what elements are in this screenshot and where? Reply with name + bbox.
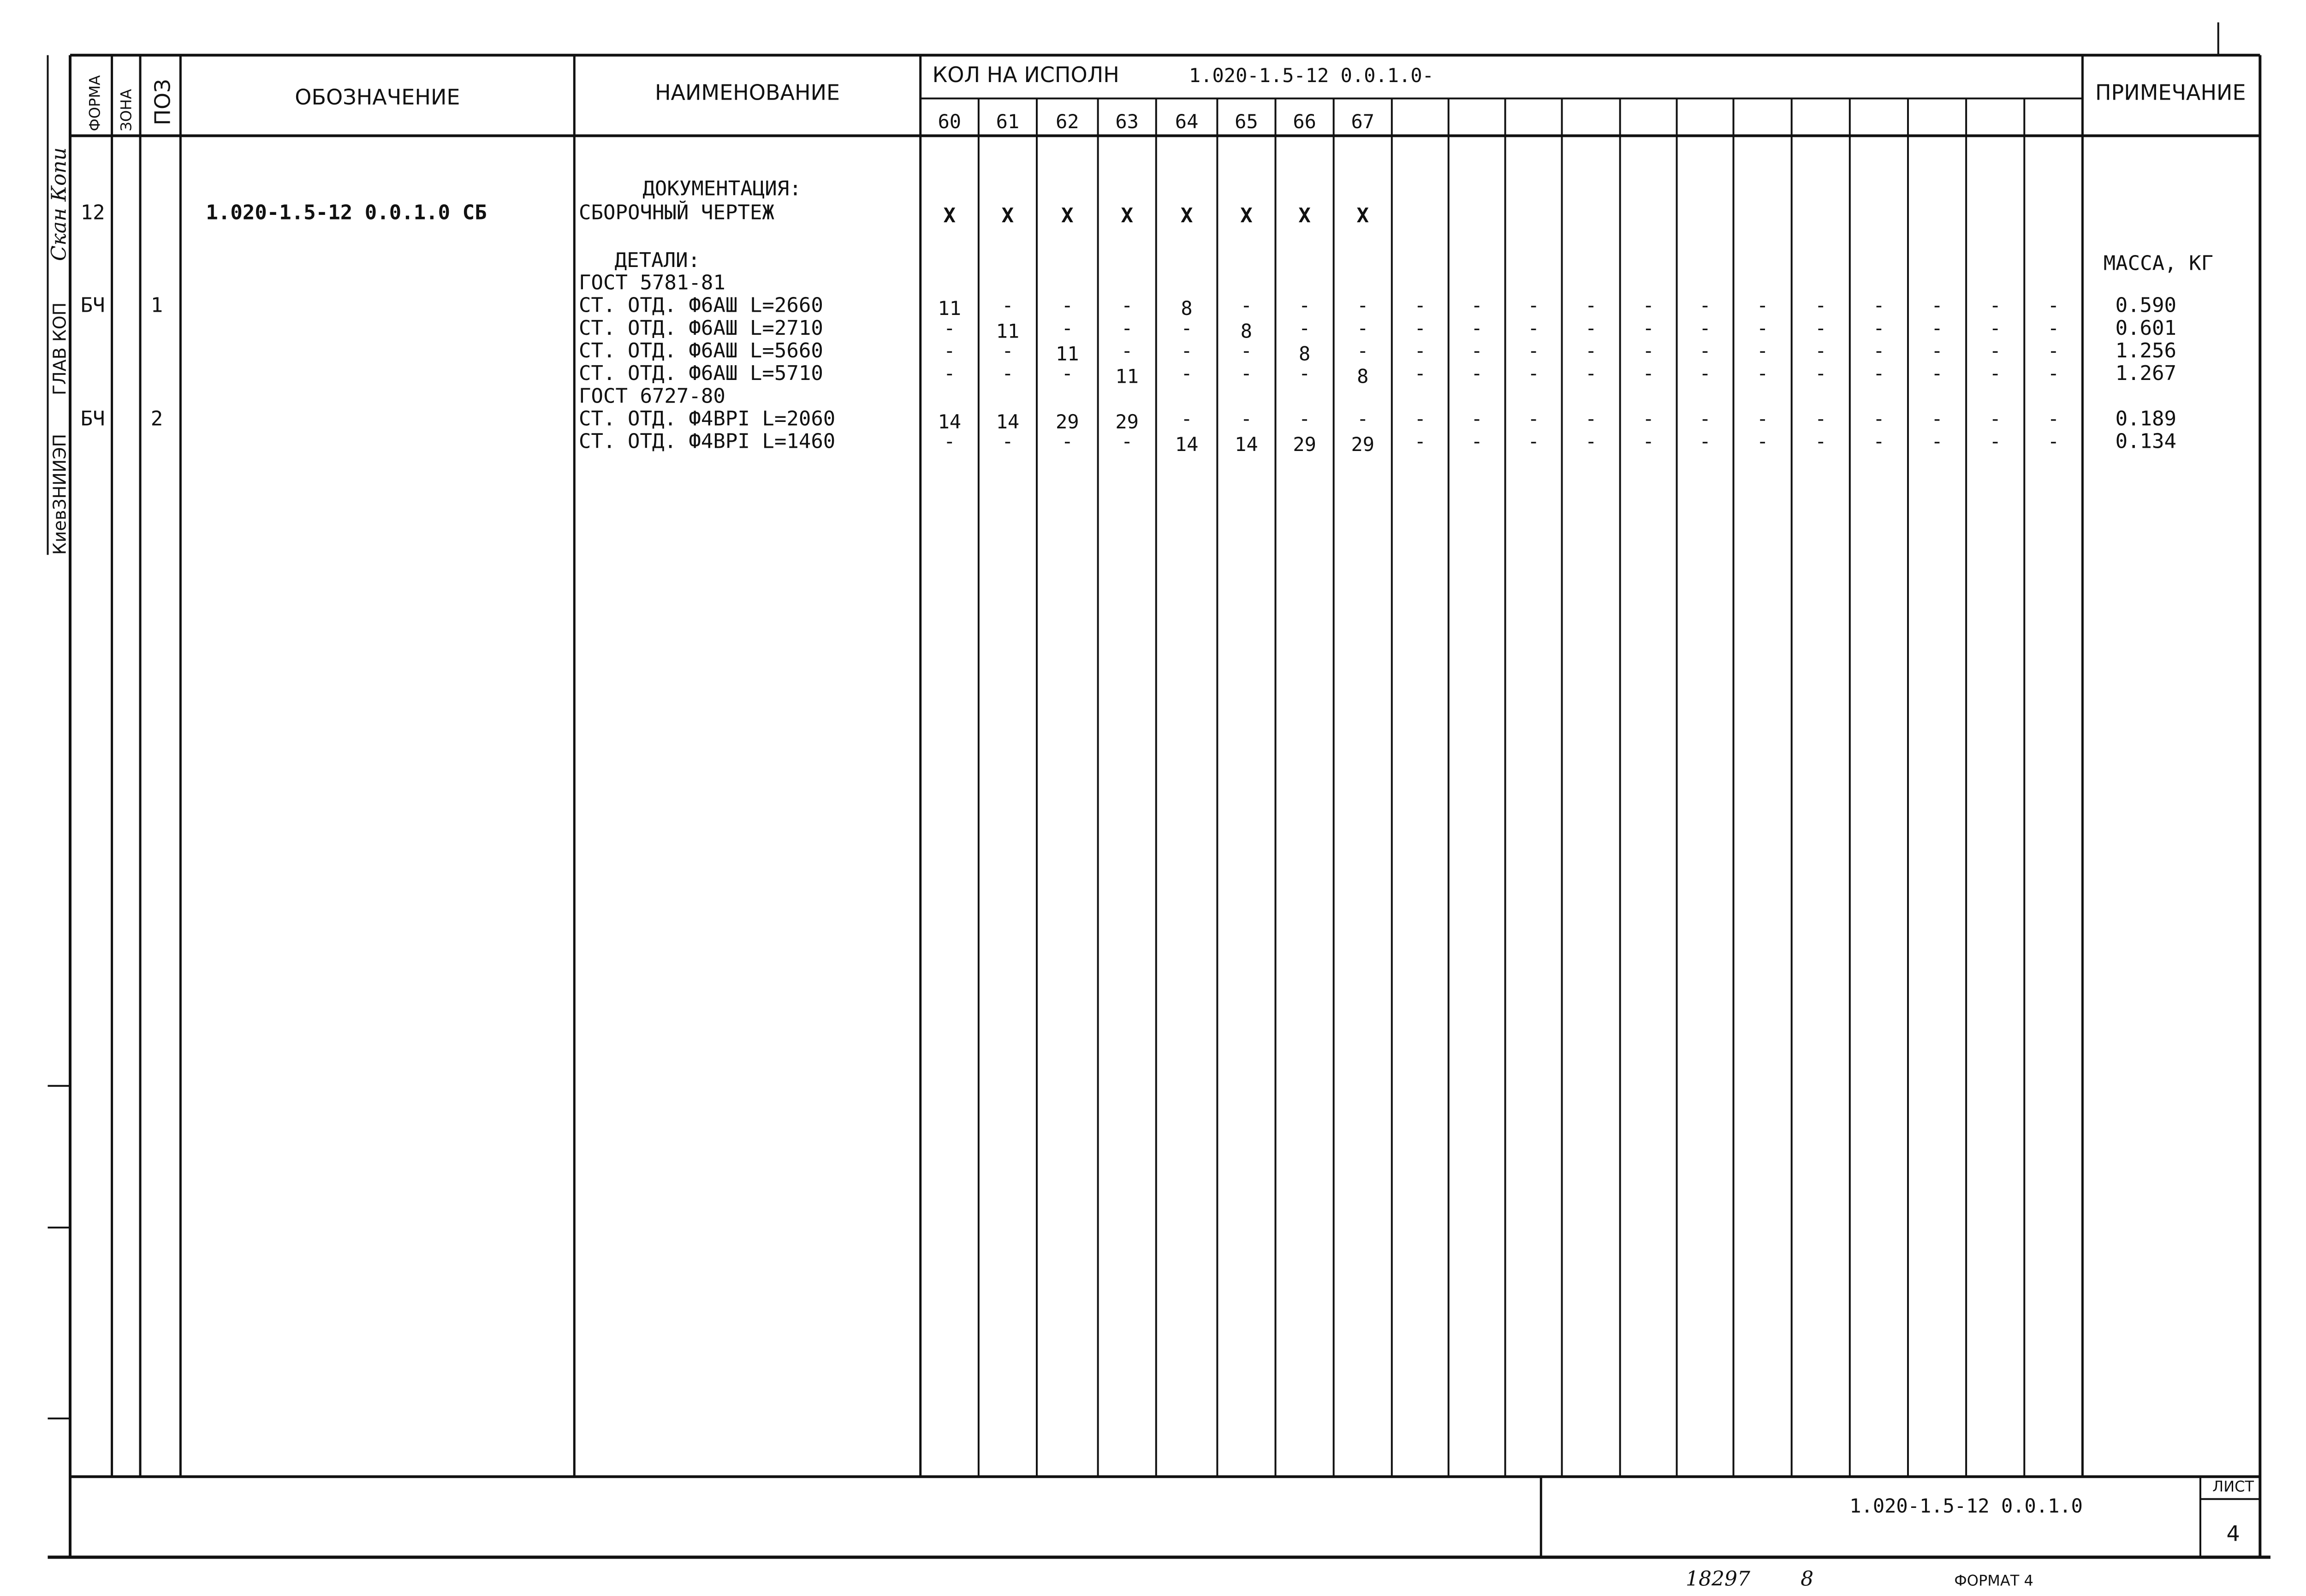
quantity-cell: - <box>2047 362 2059 385</box>
quantity-mark: X <box>1001 203 1014 227</box>
quantity-cell: - <box>1181 316 1193 339</box>
quantity-cell: 11 <box>938 297 962 320</box>
quantity-cell: 8 <box>1357 365 1369 388</box>
quantity-cell: - <box>1357 339 1369 362</box>
quantity-cell: - <box>1585 430 1597 453</box>
quantity-cell: - <box>1471 430 1483 453</box>
quantity-cell: - <box>1699 430 1711 453</box>
quantity-cell: - <box>1756 430 1769 453</box>
quantity-cell: - <box>2047 316 2059 339</box>
quantity-cell: - <box>1002 294 1014 317</box>
quantity-cell: - <box>1585 339 1597 362</box>
quantity-cell: - <box>1585 294 1597 317</box>
quantity-cell: - <box>1471 316 1483 339</box>
side-stamp-signature: Скан Копи <box>47 147 71 261</box>
titleblock-doc-code: 1.020-1.5-12 0.0.1.0 <box>1849 1494 2083 1517</box>
quantity-cell: - <box>1815 430 1827 453</box>
quantity-cell: - <box>1931 339 1943 362</box>
quantity-cell: - <box>1931 362 1943 385</box>
quantity-cell: 11 <box>1056 342 1079 365</box>
mass-value: 1.267 <box>2115 362 2177 386</box>
quantity-cell: - <box>1931 407 1943 430</box>
quantity-cell: - <box>1527 362 1539 385</box>
header-naimenovanie: НАИМЕНОВАНИЕ <box>654 80 840 105</box>
gost-line: ГОСТ 5781-81 <box>579 271 725 295</box>
quantity-cell: 14 <box>1235 433 1258 456</box>
quantity-cell: - <box>1240 407 1253 430</box>
quantity-cell: - <box>1642 316 1654 339</box>
quantity-cell: - <box>1873 407 1885 430</box>
footer-inventory-suffix: 8 <box>1801 1567 1814 1591</box>
quantity-cell: 29 <box>1115 410 1139 433</box>
titleblock-list-label: ЛИСТ <box>2212 1477 2254 1495</box>
quantity-cell: - <box>1989 407 2001 430</box>
quantity-cell: - <box>1873 316 1885 339</box>
quantity-cell: - <box>1414 430 1426 453</box>
quantity-cell: - <box>1815 407 1827 430</box>
quantity-cell: 8 <box>1240 320 1253 343</box>
quantity-cell: 8 <box>1181 297 1193 320</box>
quantity-cell: - <box>1815 362 1827 385</box>
row-forma: БЧ <box>80 293 105 317</box>
quantity-cell: - <box>1471 362 1483 385</box>
quantity-cell: - <box>1414 339 1426 362</box>
quantity-cell: - <box>1471 407 1483 430</box>
quantity-cell: - <box>1989 316 2001 339</box>
quantity-cell: - <box>1240 339 1253 362</box>
mass-value: 0.601 <box>2115 316 2177 340</box>
quantity-cell: - <box>2047 339 2059 362</box>
footer-format-label: ФОРМАТ 4 <box>1954 1572 2033 1590</box>
quantity-cell: - <box>1240 294 1253 317</box>
quantity-cell: - <box>1642 430 1654 453</box>
quantity-cell: - <box>2047 294 2059 317</box>
quantity-cell: - <box>1815 316 1827 339</box>
mass-value: 0.134 <box>2115 429 2177 453</box>
row-section: ДОКУМЕНТАЦИЯ: <box>642 177 802 201</box>
quantity-cell: - <box>1121 430 1133 453</box>
quantity-mark: X <box>1180 203 1193 227</box>
quantity-cell: - <box>1931 294 1943 317</box>
quantity-cell: - <box>944 430 956 453</box>
quantity-cell: - <box>1989 430 2001 453</box>
mass-value: 0.590 <box>2115 293 2177 317</box>
quantity-cell: - <box>1527 294 1539 317</box>
quantity-cell: - <box>1298 362 1311 385</box>
quantity-cell: - <box>1642 294 1654 317</box>
mass-heading: МАССА, КГ <box>2103 251 2214 275</box>
variant-number: 67 <box>1351 110 1375 133</box>
quantity-cell: - <box>1873 339 1885 362</box>
quantity-cell: - <box>1527 407 1539 430</box>
variant-number: 65 <box>1235 110 1258 133</box>
quantity-cell: 29 <box>1351 433 1375 456</box>
header-kol-code: 1.020-1.5-12 0.0.1.0- <box>1189 64 1434 87</box>
quantity-cell: - <box>1931 316 1943 339</box>
quantity-cell: 29 <box>1056 410 1079 433</box>
quantity-cell: 11 <box>996 320 1020 343</box>
detail-name: СТ. ОТД. Ф6АШ L=5660 <box>579 338 823 362</box>
quantity-cell: - <box>1527 339 1539 362</box>
quantity-cell: - <box>1002 430 1014 453</box>
quantity-cell: 14 <box>996 410 1020 433</box>
quantity-cell: 8 <box>1298 342 1311 365</box>
quantity-cell: - <box>1873 430 1885 453</box>
side-stamp-copy: ГЛАВ КОП <box>49 302 70 396</box>
gost-line: ГОСТ 6727-80 <box>579 384 725 408</box>
header-zona: ЗОНА <box>117 89 135 131</box>
header-forma: ФОРМА <box>86 75 104 131</box>
mass-value: 1.256 <box>2115 338 2177 362</box>
table-text <box>47 62 2254 1590</box>
quantity-cell: - <box>1756 316 1769 339</box>
quantity-cell: - <box>1989 294 2001 317</box>
footer-inventory-number: 18297 <box>1686 1567 1751 1591</box>
variant-number: 64 <box>1175 110 1199 133</box>
quantity-cell: - <box>1527 316 1539 339</box>
quantity-cell: - <box>1642 407 1654 430</box>
variant-number: 63 <box>1115 110 1139 133</box>
quantity-mark: X <box>1356 203 1369 227</box>
quantity-cell: - <box>1002 362 1014 385</box>
titleblock-list-number: 4 <box>2226 1521 2240 1546</box>
quantity-cell: - <box>1357 407 1369 430</box>
header-primechanie: ПРИМЕЧАНИЕ <box>2095 80 2246 105</box>
quantity-cell: - <box>1989 339 2001 362</box>
quantity-cell: - <box>1815 339 1827 362</box>
quantity-cell: - <box>1585 316 1597 339</box>
detail-name: СТ. ОТД. Ф4ВРI L=1460 <box>579 429 836 453</box>
quantity-cell: - <box>1298 316 1311 339</box>
quantity-cell: - <box>1181 339 1193 362</box>
quantity-cell: 29 <box>1293 433 1316 456</box>
quantity-mark: X <box>1240 203 1253 227</box>
quantity-cell: - <box>1471 294 1483 317</box>
variant-number: 60 <box>938 110 962 133</box>
quantity-cell: - <box>1298 294 1311 317</box>
quantity-cell: - <box>1756 339 1769 362</box>
quantity-cell: - <box>1585 362 1597 385</box>
quantity-cell: - <box>1181 407 1193 430</box>
quantity-cell: - <box>1699 339 1711 362</box>
quantity-cell: - <box>1298 407 1311 430</box>
quantity-cell: - <box>944 362 956 385</box>
row-forma: 12 <box>80 201 105 225</box>
row-forma: БЧ <box>80 407 105 431</box>
variant-number: 66 <box>1293 110 1316 133</box>
detail-name: СТ. ОТД. Ф6АШ L=5710 <box>579 362 823 386</box>
mass-value: 0.189 <box>2115 407 2177 431</box>
quantity-cell: - <box>1357 294 1369 317</box>
row-oboznachenie: 1.020-1.5-12 0.0.1.0 СБ <box>206 201 487 225</box>
quantity-cell: 11 <box>1115 365 1139 388</box>
quantity-cell: - <box>944 339 956 362</box>
quantity-cell: - <box>1642 362 1654 385</box>
quantity-cell: - <box>1002 339 1014 362</box>
quantity-cell: - <box>1931 430 1943 453</box>
side-stamp-org: КиевЗНИИЭП <box>49 433 70 555</box>
quantity-cell: - <box>1414 407 1426 430</box>
quantity-cell: - <box>1873 294 1885 317</box>
details-heading: ДЕТАЛИ: <box>614 248 701 272</box>
quantity-cell: - <box>1585 407 1597 430</box>
quantity-cell: - <box>1699 407 1711 430</box>
quantity-cell: - <box>1699 362 1711 385</box>
row-poz: 1 <box>150 293 163 317</box>
quantity-cell: - <box>1061 430 1073 453</box>
quantity-cell: - <box>1414 316 1426 339</box>
variant-number: 61 <box>996 110 1020 133</box>
quantity-cell: - <box>1471 339 1483 362</box>
quantity-cell: - <box>1756 407 1769 430</box>
quantity-cell: 14 <box>1175 433 1199 456</box>
quantity-cell: - <box>2047 407 2059 430</box>
quantity-mark: X <box>1061 203 1074 227</box>
quantity-cell: - <box>1699 316 1711 339</box>
row-name: СБОРОЧНЫЙ ЧЕРТЕЖ <box>579 201 774 225</box>
quantity-cell: - <box>2047 430 2059 453</box>
quantity-cell: - <box>1699 294 1711 317</box>
header-kol-label: КОЛ НА ИСПОЛН <box>932 62 1119 87</box>
quantity-cell: - <box>1240 362 1253 385</box>
detail-name: СТ. ОТД. Ф6АШ L=2660 <box>579 293 823 317</box>
detail-name: СТ. ОТД. Ф4ВРI L=2060 <box>579 407 836 431</box>
quantity-cell: - <box>1642 339 1654 362</box>
quantity-cell: - <box>1873 362 1885 385</box>
quantity-cell: - <box>1181 362 1193 385</box>
header-poz: ПОЗ <box>150 79 175 125</box>
quantity-cell: - <box>1061 294 1073 317</box>
quantity-cell: 14 <box>938 410 962 433</box>
quantity-cell: - <box>1121 339 1133 362</box>
quantity-cell: - <box>1061 316 1073 339</box>
quantity-cell: - <box>1414 294 1426 317</box>
quantity-cell: - <box>1527 430 1539 453</box>
quantity-cell: - <box>1989 362 2001 385</box>
quantity-cell: - <box>944 316 956 339</box>
quantity-cell: - <box>1061 362 1073 385</box>
quantity-cell: - <box>1414 362 1426 385</box>
quantity-cell: - <box>1756 362 1769 385</box>
variant-number: 62 <box>1056 110 1079 133</box>
quantity-mark: X <box>943 203 956 227</box>
quantity-cell: - <box>1121 316 1133 339</box>
table-grid <box>48 23 2270 1557</box>
quantity-cell: - <box>1756 294 1769 317</box>
header-oboznachenie: ОБОЗНАЧЕНИЕ <box>295 84 460 110</box>
row-poz: 2 <box>150 407 163 431</box>
quantity-cell: - <box>1121 294 1133 317</box>
quantity-mark: X <box>1121 203 1133 227</box>
quantity-mark: X <box>1298 203 1311 227</box>
quantity-cell: - <box>1815 294 1827 317</box>
detail-name: СТ. ОТД. Ф6АШ L=2710 <box>579 316 823 340</box>
quantity-cell: - <box>1357 316 1369 339</box>
